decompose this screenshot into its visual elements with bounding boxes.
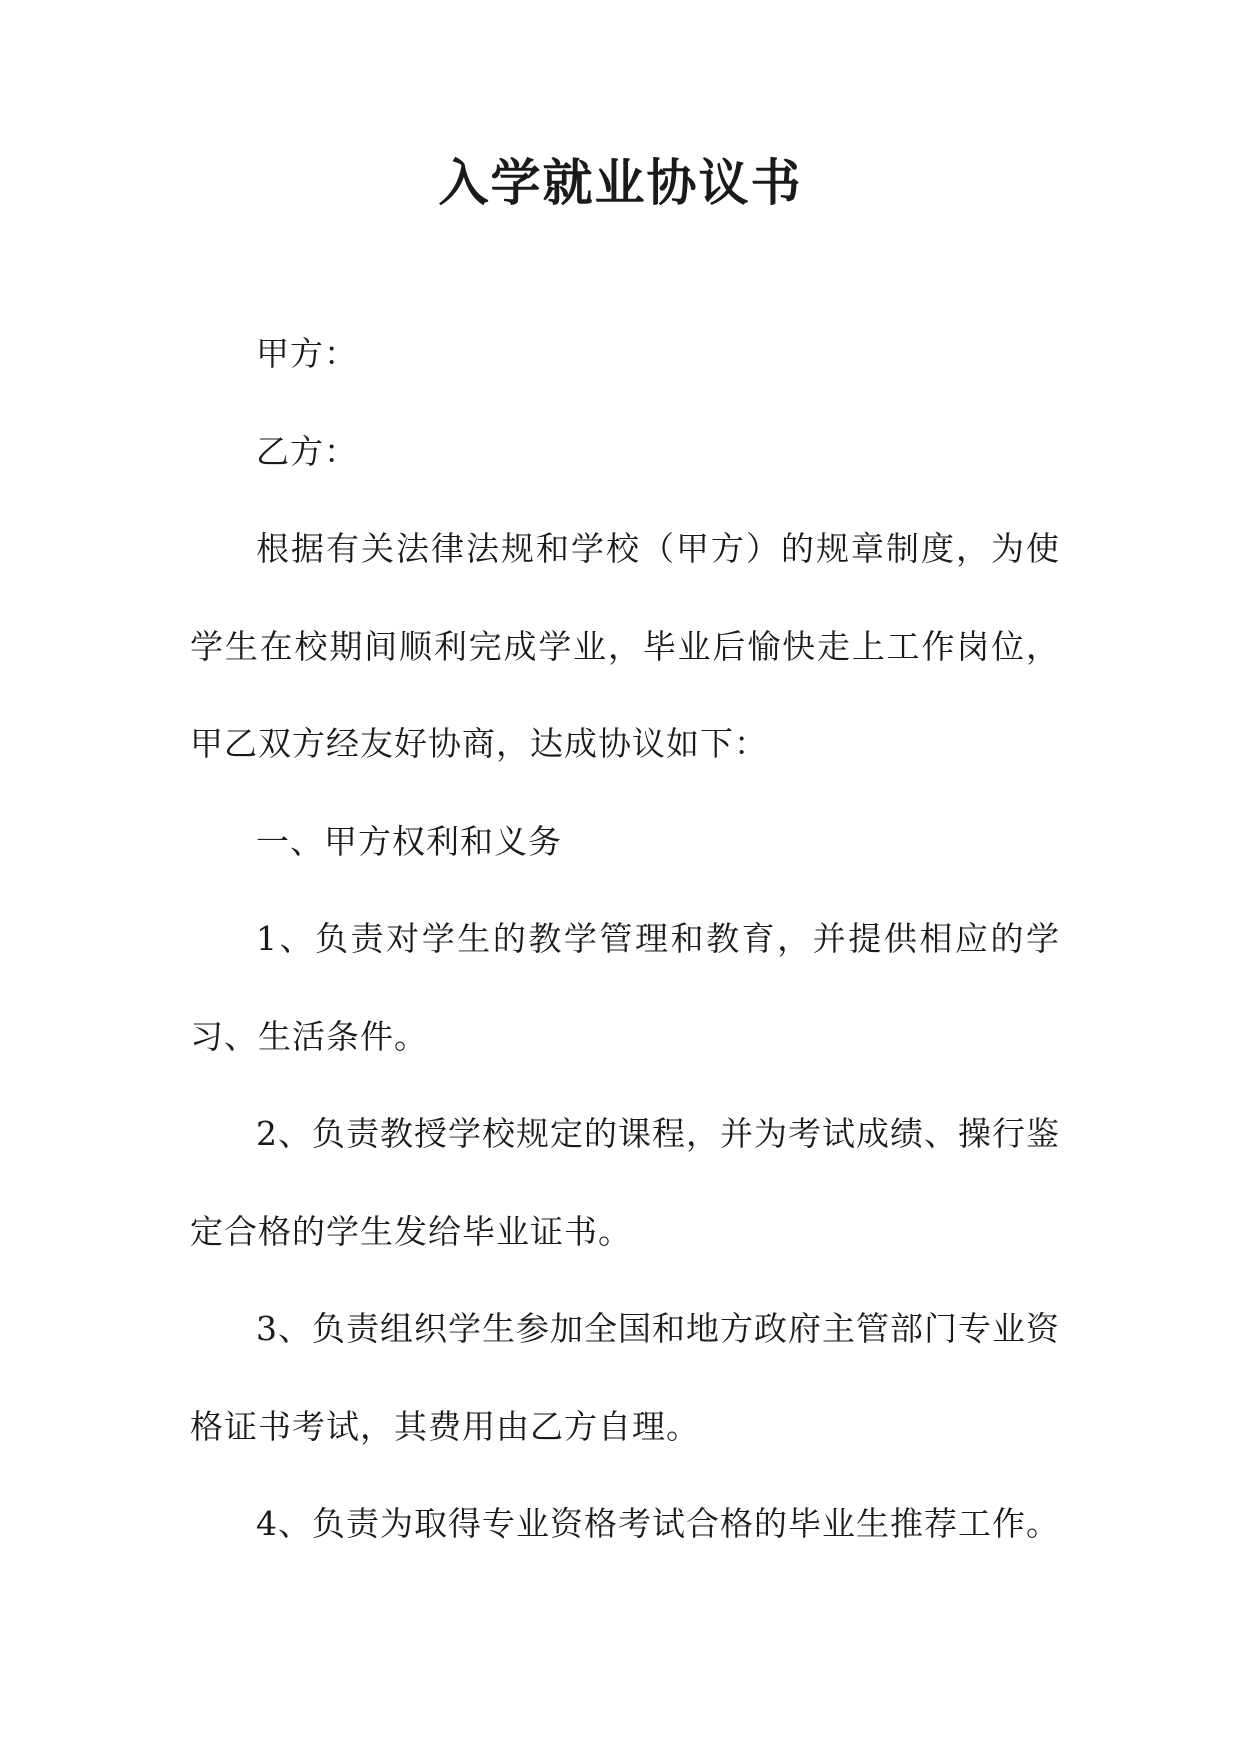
document-body [190,305,1060,1573]
preamble-paragraph: 根据有关法律法规和学校（甲方）的规章制度，为使学生在校期间顺利完成学业，毕业后愉快走上工作岗位，甲乙双方经友好协商，达成协议如下： [190,529,1060,763]
party-b-line: 乙方： [256,431,358,471]
clause-2: 2、负责教授学校规定的课程，并为考试成绩、操行鉴定合格的学生发给毕业证书。 [190,1114,1060,1251]
document-title: 入学就业协议书 [438,154,803,212]
party-a-line: 甲方： [256,334,358,373]
clause-3: 3、负责组织学生参加全国和地方政府主管部门专业资格证书考试，其费用由乙方自理。 [190,1309,1060,1446]
section-heading: 一、甲方权利和义务 [256,821,562,861]
clause-1: 1、负责对学生的教学管理和教育，并提供相应的学习、生活条件。 [190,919,1060,1056]
clause-4: 4、负责为取得专业资格考试合格的毕业生推荐工作。 [256,1504,1060,1543]
